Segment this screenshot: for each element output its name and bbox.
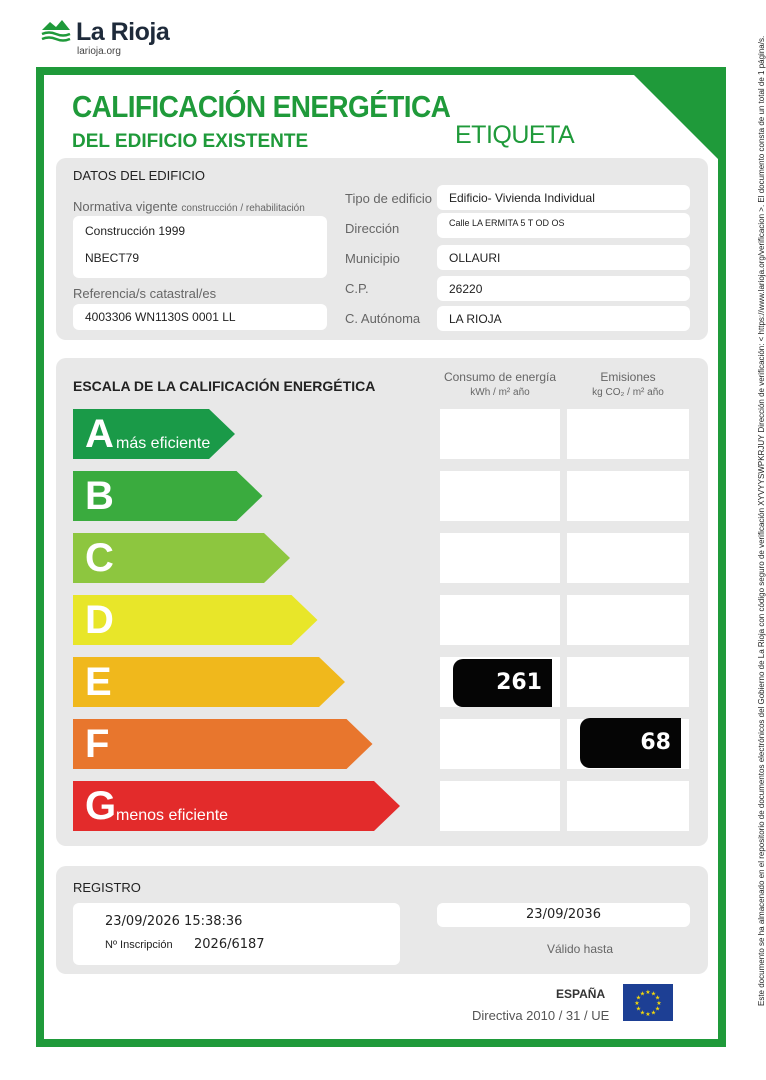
- directive-label: Directiva 2010 / 31 / UE: [472, 1008, 610, 1023]
- svg-text:★: ★: [650, 990, 657, 998]
- svg-text:★: ★: [645, 989, 651, 996]
- rating-letter: B: [85, 474, 114, 518]
- rating-arrow-f: [73, 719, 373, 769]
- rating-arrow-c: [73, 533, 290, 583]
- field-value-tipo: Edificio- Vivienda Individual: [437, 185, 690, 210]
- verification-note: Este documento se ha almacenado en el repositorio de documentos electrónicos del Gobierno de La Rioja con código seguro de verificación XYVYYSWPKRJUY Dirección de verificación: < https://www.larioja.org/verificacion >. El documento consta de un total de 1 página/s.: [757, 35, 766, 1006]
- consumo-column-header: Consumo de energía kWh / m² año: [443, 370, 557, 398]
- svg-text:★: ★: [650, 1009, 657, 1017]
- building-section-title: DATOS DEL EDIFICIO: [73, 168, 205, 183]
- rating-arrow-a: [73, 409, 235, 459]
- rating-note: menos eficiente: [116, 807, 229, 824]
- page-subtitle: DEL EDIFICIO EXISTENTE: [72, 131, 309, 152]
- logo-text: La Rioja: [76, 18, 170, 46]
- svg-text:★: ★: [656, 1000, 662, 1007]
- country-label: ESPAÑA: [556, 987, 606, 1001]
- rating-arrow-shape: [73, 719, 373, 769]
- frame-corner: [634, 75, 718, 159]
- consumo-cell-a: [440, 409, 560, 459]
- rating-letter: E: [85, 660, 112, 704]
- field-label-direccion: Dirección: [345, 221, 400, 236]
- field-value-direccion: Calle LA ERMITA 5 T OD OS: [437, 213, 690, 238]
- rating-letter: C: [85, 536, 114, 580]
- normativa-value-1: Construcción 1999: [85, 224, 186, 238]
- emisiones-value-marker: 68: [580, 718, 681, 768]
- valid-date: 23/09/2036: [437, 903, 690, 927]
- rating-arrow-e: [73, 657, 345, 707]
- rating-arrow-shape: [73, 657, 345, 707]
- field-value-municipio: OLLAURI: [437, 245, 690, 270]
- emisiones-cell-e: [567, 657, 689, 707]
- field-value-autonoma: LA RIOJA: [437, 306, 690, 331]
- rating-letter: D: [85, 598, 114, 642]
- normativa-label: Normativa vigente construcción / rehabilitación: [73, 199, 305, 214]
- field-value-cp: 26220: [437, 276, 690, 301]
- svg-text:★: ★: [639, 990, 646, 998]
- emisiones-cell-c: [567, 533, 689, 583]
- svg-text:★: ★: [634, 1000, 640, 1007]
- registro-datetime: 23/09/2026 15:38:36: [105, 914, 243, 929]
- emisiones-column-header: Emisiones kg CO₂ / m² año: [592, 370, 664, 398]
- rating-arrow-b: [73, 471, 263, 521]
- inscripcion-value: 2026/6187: [194, 937, 265, 952]
- rating-letter: G: [85, 784, 117, 828]
- svg-text:★: ★: [635, 1005, 642, 1013]
- field-label-tipo: Tipo de edificio: [345, 191, 432, 206]
- field-label-cp: C.P.: [345, 281, 369, 296]
- svg-text:★: ★: [645, 1011, 651, 1018]
- etiqueta-tag: ETIQUETA: [455, 121, 575, 149]
- rating-arrow-g: [73, 781, 400, 831]
- registro-section-title: REGISTRO: [73, 880, 141, 895]
- rating-arrow-d: [73, 595, 318, 645]
- emisiones-cell-d: [567, 595, 689, 645]
- emisiones-cell-b: [567, 471, 689, 521]
- registro-box: [73, 903, 400, 965]
- valid-label: Válido hasta: [546, 942, 614, 956]
- page-title: CALIFICACIÓN ENERGÉTICA: [72, 90, 451, 124]
- la-rioja-logo-icon: [40, 16, 72, 46]
- emisiones-cell-g: [567, 781, 689, 831]
- consumo-cell-b: [440, 471, 560, 521]
- consumo-cell-g: [440, 781, 560, 831]
- inscripcion-label: Nº Inscripción: [105, 939, 173, 951]
- logo-url[interactable]: larioja.org: [77, 46, 121, 57]
- consumo-cell-f: [440, 719, 560, 769]
- svg-text:★: ★: [635, 994, 642, 1002]
- referencia-label: Referencia/s catastral/es: [73, 286, 217, 301]
- rating-note: más eficiente: [116, 435, 211, 452]
- consumo-cell-c: [440, 533, 560, 583]
- rating-letter: A: [85, 412, 114, 456]
- svg-text:★: ★: [654, 1005, 661, 1013]
- emisiones-cell-a: [567, 409, 689, 459]
- normativa-value-2: NBECT79: [85, 251, 140, 265]
- rating-letter: F: [85, 722, 110, 766]
- field-label-autonoma: C. Autónoma: [345, 311, 421, 326]
- field-label-municipio: Municipio: [345, 251, 400, 266]
- svg-text:★: ★: [639, 1009, 646, 1017]
- scale-section-title: ESCALA DE LA CALIFICACIÓN ENERGÉTICA: [73, 378, 376, 394]
- consumo-value-marker: 261: [453, 659, 552, 707]
- referencia-value: 4003306 WN1130S 0001 LL: [73, 304, 327, 330]
- svg-text:★: ★: [654, 994, 661, 1002]
- eu-flag-icon: [623, 984, 673, 1021]
- consumo-cell-d: [440, 595, 560, 645]
